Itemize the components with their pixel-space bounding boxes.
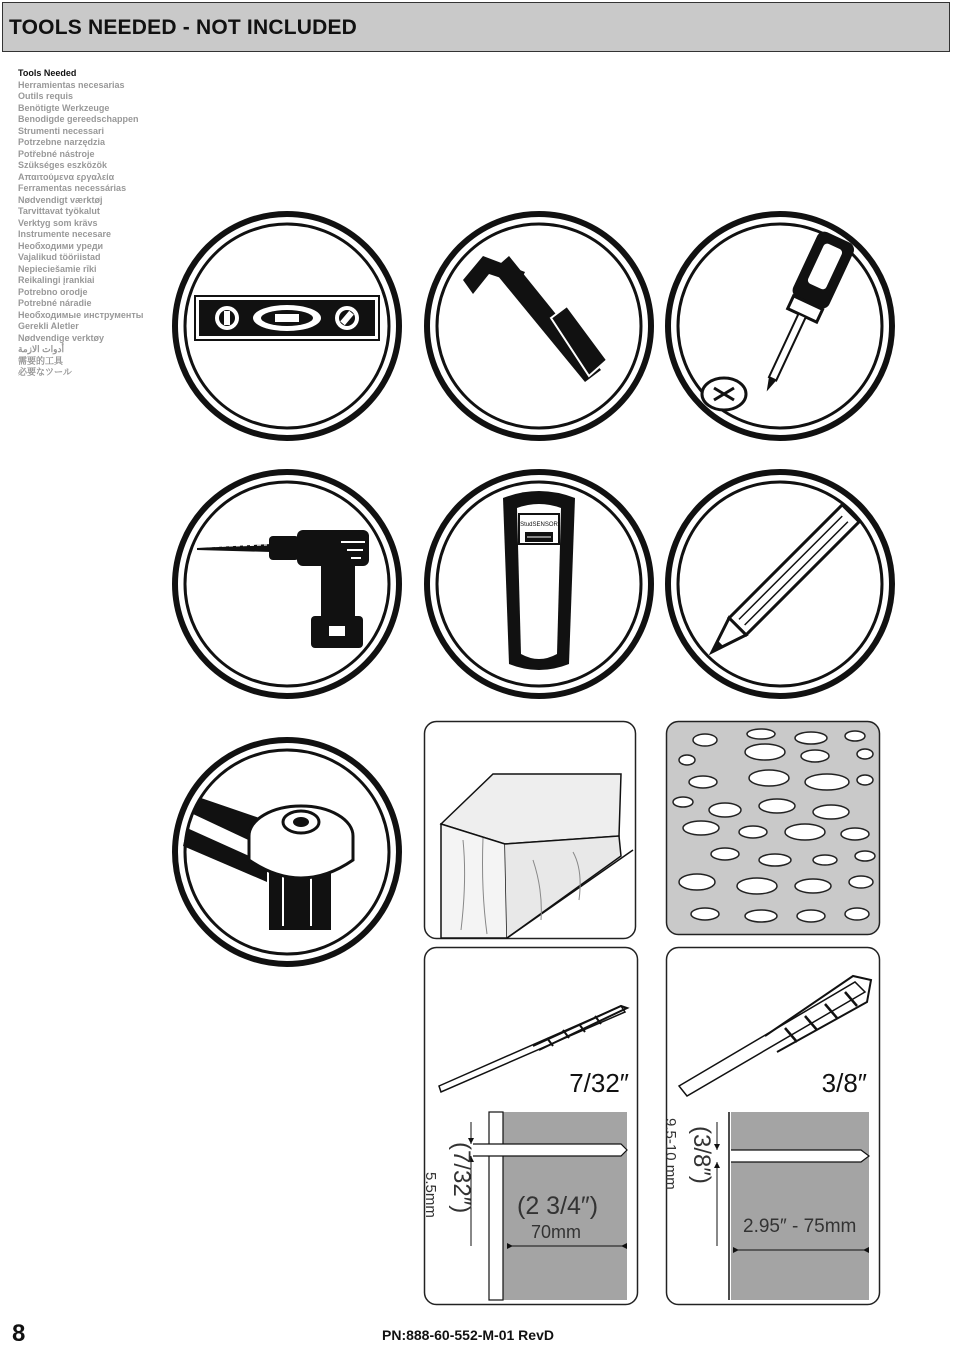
language-line: Benodigde gereedschappen xyxy=(18,114,139,124)
language-line: Nødvendige verktøy xyxy=(18,332,105,343)
hammer-icon xyxy=(423,210,655,442)
masonry-drill-detail-panel xyxy=(662,946,881,1306)
language-line: Tarvittavat työkalut xyxy=(18,206,100,216)
page-title: TOOLS NEEDED - NOT INCLUDED xyxy=(9,16,358,39)
stud-finder-icon xyxy=(423,468,655,700)
language-line: 必要なツール xyxy=(18,367,72,377)
wood-hole-diameter-mm: 5.5mm xyxy=(422,1172,439,1218)
header-bar xyxy=(2,2,950,52)
language-line: Gerekli Aletler xyxy=(18,321,79,331)
language-line: 需要的工具 xyxy=(18,355,64,366)
level-icon xyxy=(171,210,403,442)
language-line: Ferramentas necessárias xyxy=(18,183,127,193)
wood-wall-panel xyxy=(423,720,637,940)
wood-hole-diameter-inches: (7/32″) xyxy=(448,1142,475,1214)
language-line: Strumenti necessari xyxy=(18,125,105,136)
language-line: Необходими уреди xyxy=(18,240,104,251)
language-line: Potrebno orodje xyxy=(18,286,88,297)
tools-needed-language-list xyxy=(18,68,178,379)
language-line: أدوات الازمة xyxy=(18,344,64,354)
masonry-depth: 2.95″ - 75mm xyxy=(743,1216,857,1237)
drill-icon xyxy=(171,468,403,700)
wood-depth-mm: 70mm xyxy=(531,1222,582,1242)
language-line: Vajalikud tööriistad xyxy=(18,252,101,262)
pencil-icon xyxy=(664,468,896,700)
language-line: Απαιτούμενα εργαλεία xyxy=(18,171,115,182)
screwdriver-icon xyxy=(664,210,896,442)
wrench-icon xyxy=(171,736,403,968)
part-number: PN:888-60-552-M-01 RevD xyxy=(382,1327,554,1343)
stud-finder-label: StudSENSOR xyxy=(520,522,558,528)
masonry-hole-diameter-inches: (3/8″) xyxy=(688,1126,715,1184)
wood-drill-detail-panel xyxy=(423,946,639,1306)
language-line: Tools Needed xyxy=(18,68,77,78)
language-line: Potrebné náradie xyxy=(18,298,92,308)
wood-bit-size: 7/32″ xyxy=(569,1068,629,1098)
language-line: Szükséges eszközök xyxy=(18,160,108,170)
masonry-wall-panel xyxy=(665,720,881,936)
language-line: Herramientas necesarias xyxy=(18,79,125,90)
language-line: Outils requis xyxy=(18,91,74,101)
language-line: Potřebné nástroje xyxy=(18,148,95,159)
language-line: Reikalingi įrankiai xyxy=(18,275,95,285)
language-line: Instrumente necesare xyxy=(18,229,112,239)
language-line: Benötigte Werkzeuge xyxy=(18,102,110,113)
page-number: 8 xyxy=(12,1320,26,1347)
language-line: Nødvendigt værktøj xyxy=(18,194,103,205)
masonry-bit-size: 3/8″ xyxy=(821,1068,867,1098)
masonry-hole-diameter-mm: 9.5-10 mm xyxy=(662,1118,679,1190)
language-line: Potrzebne narzędzia xyxy=(18,137,106,147)
language-line: Nepieciešamie rīki xyxy=(18,263,97,274)
language-line: Verktyg som krävs xyxy=(18,217,98,228)
language-line: Необходимые инструменты xyxy=(18,309,144,320)
wood-depth-inches: (2 3/4″) xyxy=(517,1192,599,1220)
